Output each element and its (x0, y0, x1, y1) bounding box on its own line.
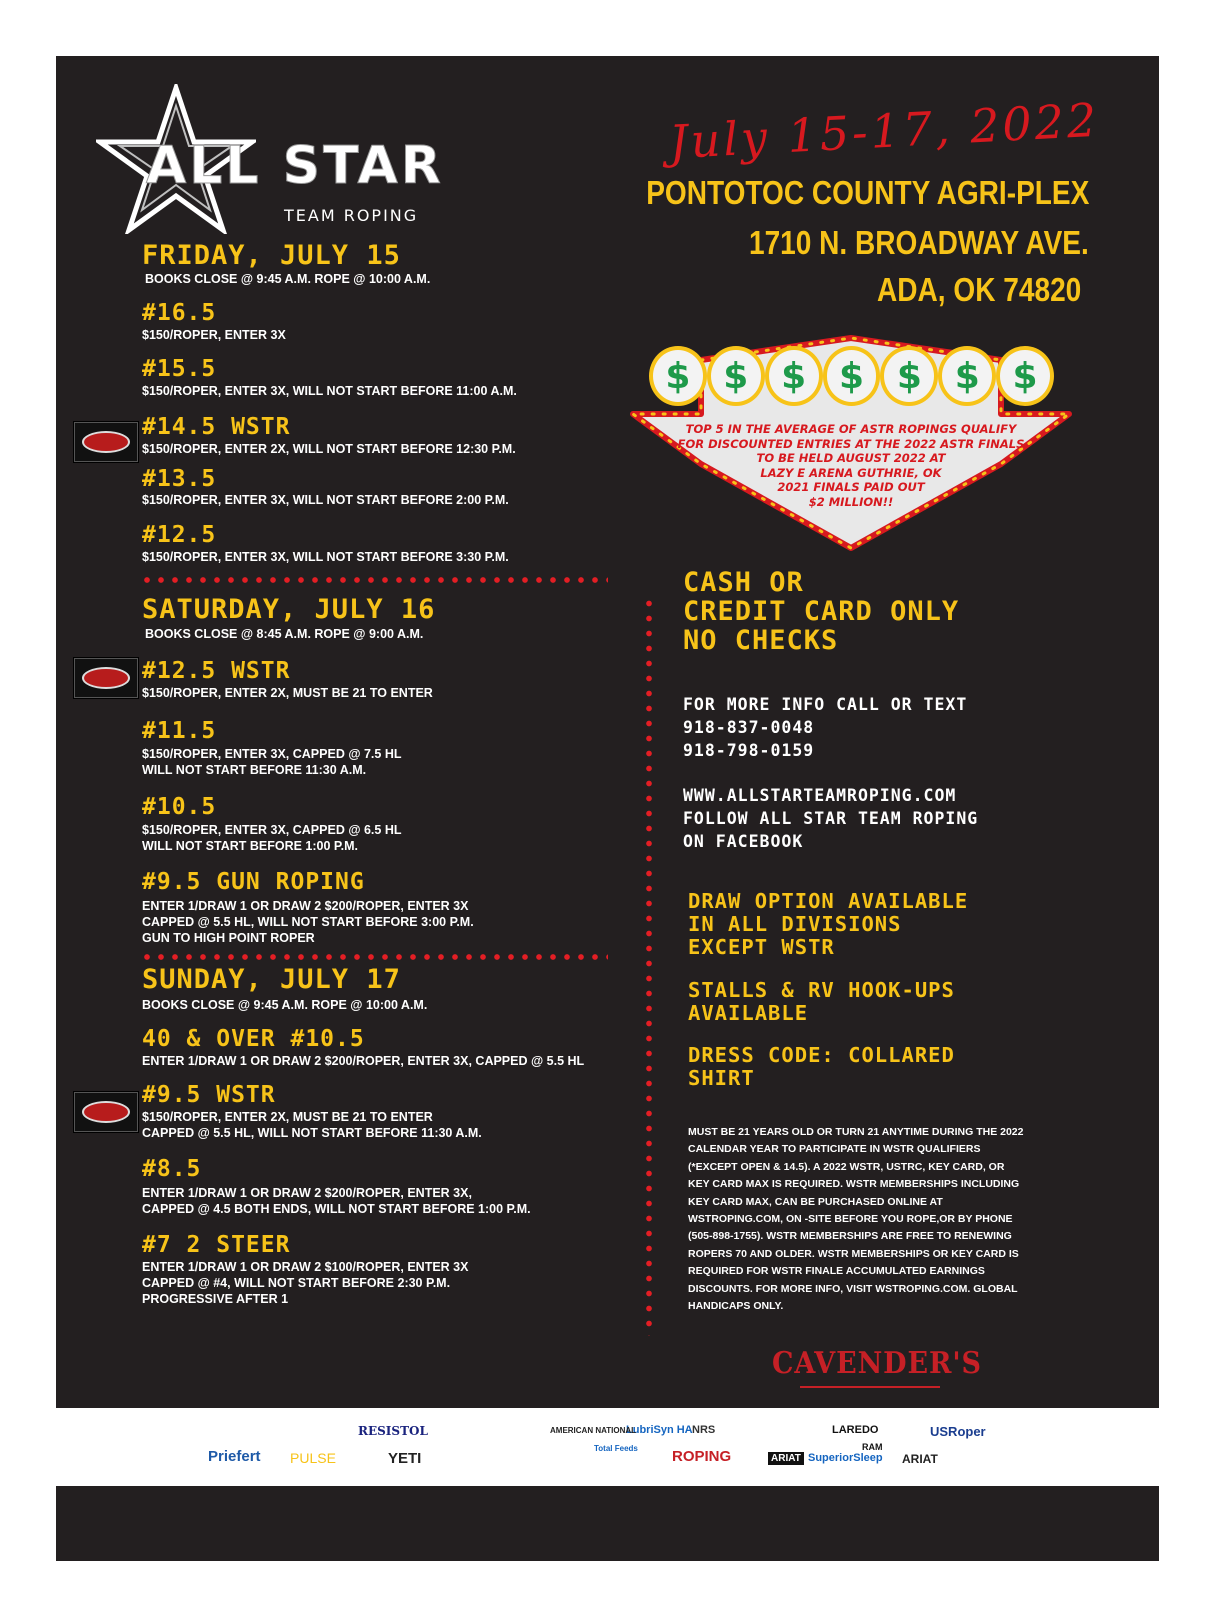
sponsor-logo: Total Feeds (594, 1444, 638, 1453)
friday-books: BOOKS CLOSE @ 9:45 A.M. ROPE @ 10:00 A.M. (145, 272, 431, 286)
sponsor-logo: ARIAT (768, 1452, 804, 1465)
sponsor-logo: PULSE (290, 1450, 336, 1466)
wstr-badge (74, 658, 138, 698)
sign-text: TOP 5 IN THE AVERAGE OF ASTR ROPINGS QUALIFY FOR DISCOUNTED ENTRIES AT THE 2022 ASTR FINALS TO BE HELD AUGUST 2022 AT LAZY E ARENA GUTHRIE, OK 2021 FINALS PAID OUT $2 MILLION!! (677, 422, 1025, 509)
logo-main-text: ALL STAR (146, 136, 444, 196)
stalls-info: STALLS & RV HOOK-UPS AVAILABLE (688, 978, 955, 1025)
dress-code-info: DRESS CODE: COLLARED SHIRT (688, 1043, 955, 1090)
dollar-row (649, 346, 1054, 408)
dollar-coin-icon: $ (765, 346, 823, 406)
event-date: July 15-17, 2022 (667, 92, 1101, 170)
sunday-event-details: ENTER 1/DRAW 1 OR DRAW 2 $100/ROPER, ENTER 3X CAPPED @ #4, WILL NOT START BEFORE 2:30 P.M. PROGRESSIVE AFTER 1 (142, 1260, 469, 1306)
sunday-event-details: $150/ROPER, ENTER 2X, MUST BE 21 TO ENTER CAPPED @ 5.5 HL, WILL NOT START BEFORE 11:30 A.M. (142, 1110, 482, 1140)
friday-event-details: $150/ROPER, ENTER 2X, WILL NOT START BEFORE 12:30 P.M. (142, 442, 516, 456)
cavenders-logo: CAVENDER'S (772, 1346, 972, 1396)
venue-line-2: 1710 N. BROADWAY AVE. (749, 224, 1089, 261)
draw-option-info: DRAW OPTION AVAILABLE IN ALL DIVISIONS EXCEPT WSTR (688, 889, 969, 959)
saturday-event-details: $150/ROPER, ENTER 2X, MUST BE 21 TO ENTER (142, 686, 433, 700)
friday-event-details: $150/ROPER, ENTER 3X, WILL NOT START BEFORE 2:00 P.M. (142, 493, 509, 507)
friday-event-name: #14.5 WSTR (142, 414, 291, 440)
venue-line-3: ADA, OK 74820 (876, 271, 1081, 308)
bottom-bar (56, 1486, 1159, 1514)
saturday-event-details: ENTER 1/DRAW 1 OR DRAW 2 $200/ROPER, ENTER 3X CAPPED @ 5.5 HL, WILL NOT START BEFORE 3:00 P.M. GUN TO HIGH POINT ROPER (142, 899, 474, 945)
saturday-event-name: #12.5 WSTR (142, 658, 291, 684)
sponsor-logo: RAM (862, 1442, 883, 1452)
friday-event-details: $150/ROPER, ENTER 3X, WILL NOT START BEFORE 3:30 P.M. (142, 550, 509, 564)
divider-dots (140, 954, 608, 960)
sponsor-logo: ROPING (672, 1448, 732, 1465)
dollar-coin-icon: $ (707, 346, 765, 406)
friday-event-name: #12.5 (142, 522, 217, 548)
finals-sign (621, 334, 1081, 554)
wstr-badge (74, 422, 138, 462)
friday-title: FRIDAY, JULY 15 (142, 240, 401, 271)
friday-event-details: $150/ROPER, ENTER 3X (142, 328, 286, 342)
sunday-title: SUNDAY, JULY 17 (142, 964, 401, 995)
sponsor-logo: LubriSyn HA (626, 1424, 693, 1436)
friday-event-name: #13.5 (142, 466, 217, 492)
fine-print: MUST BE 21 YEARS OLD OR TURN 21 ANYTIME DURING THE 2022 CALENDAR YEAR TO PARTICIPATE IN WSTR QUALIFIERS (*EXCEPT OPEN & 14.5). A 2022 WSTR, USTRC, KEY CARD, OR KEY CARD MAX IS REQUIRED. WSTR MEMBERSHIPS INCLUDING KEY CARD MAX, CAN BE PURCHASED ONLINE AT WSTROPING.COM, ON -SITE BEFORE YOU ROPE,OR BY PHONE (505-898-1755). WSTR MEMBERSHIPS ARE FREE TO RENEWING ROPERS 70 AND OLDER. WSTR MEMBERSHIPS OR KEY CARD IS REQUIRED FOR WSTR FINALE ACCUMULATED EARNINGS DISCOUNTS. FOR MORE INFO, VISIT WSTROPING.COM. GLOBAL HANDICAPS ONLY. (688, 1126, 1024, 1313)
saturday-books: BOOKS CLOSE @ 8:45 A.M. ROPE @ 9:00 A.M. (145, 627, 424, 641)
saturday-event-name: #9.5 GUN ROPING (142, 869, 365, 895)
sponsor-logo: AMERICAN NATIONAL (550, 1426, 637, 1435)
divider-dots (140, 577, 608, 583)
wstr-badge (74, 1092, 138, 1132)
sunday-books: BOOKS CLOSE @ 9:45 A.M. ROPE @ 10:00 A.M. (142, 998, 428, 1012)
poster (56, 56, 1159, 1561)
sunday-event-name: #9.5 WSTR (142, 1082, 276, 1108)
dollar-coin-icon: $ (938, 346, 996, 406)
logo-sub-text: TEAM ROPING (284, 206, 419, 225)
venue-line-1: PONTOTOC COUNTY AGRI-PLEX (645, 174, 1089, 211)
dollar-coin-icon: $ (649, 346, 707, 406)
contact-info: FOR MORE INFO CALL OR TEXT 918-837-0048 918-798-0159 (683, 695, 968, 760)
sunday-event-details: ENTER 1/DRAW 1 OR DRAW 2 $200/ROPER, ENTER 3X, CAPPED @ 4.5 BOTH ENDS, WILL NOT START BEFORE 1:00 P.M. (142, 1186, 531, 1216)
saturday-event-name: #10.5 (142, 794, 217, 820)
sponsor-logo: SuperiorSleep (808, 1452, 883, 1464)
dollar-coin-icon: $ (880, 346, 938, 406)
sunday-event-name: #7 2 STEER (142, 1232, 291, 1258)
friday-event-name: #16.5 (142, 300, 217, 326)
cavenders-underline (800, 1386, 940, 1388)
saturday-event-details: $150/ROPER, ENTER 3X, CAPPED @ 6.5 HL WILL NOT START BEFORE 1:00 P.M. (142, 823, 402, 853)
dollar-coin-icon: $ (823, 346, 881, 406)
vertical-divider-dots (646, 596, 652, 1336)
saturday-title: SATURDAY, JULY 16 (142, 594, 436, 625)
friday-event-details: $150/ROPER, ENTER 3X, WILL NOT START BEFORE 11:00 A.M. (142, 384, 517, 398)
sunday-event-name: 40 & OVER #10.5 (142, 1026, 365, 1052)
saturday-event-details: $150/ROPER, ENTER 3X, CAPPED @ 7.5 HL WILL NOT START BEFORE 11:30 A.M. (142, 747, 402, 777)
dollar-coin-icon: $ (996, 346, 1054, 406)
sponsor-logo: USRoper (930, 1424, 986, 1439)
sunday-event-details: ENTER 1/DRAW 1 OR DRAW 2 $200/ROPER, ENTER 3X, CAPPED @ 5.5 HL (142, 1054, 585, 1068)
sponsor-logo: NRS (692, 1424, 716, 1436)
sponsor-strip (56, 1408, 1159, 1486)
sunday-event-name: #8.5 (142, 1156, 202, 1182)
payment-info: CASH OR CREDIT CARD ONLY NO CHECKS (683, 567, 960, 656)
all-star-logo (96, 84, 456, 254)
sponsor-logo: RESISTOL (358, 1424, 428, 1438)
sponsor-logo: LAREDO (832, 1424, 879, 1436)
sponsor-logo: Priefert (208, 1448, 261, 1465)
friday-event-name: #15.5 (142, 356, 217, 382)
sponsor-logo: ARIAT (902, 1452, 938, 1466)
web-info: WWW.ALLSTARTEAMROPING.COM FOLLOW ALL STAR TEAM ROPING ON FACEBOOK (683, 786, 979, 851)
saturday-event-name: #11.5 (142, 718, 217, 744)
sponsor-logo: YETI (388, 1450, 422, 1467)
